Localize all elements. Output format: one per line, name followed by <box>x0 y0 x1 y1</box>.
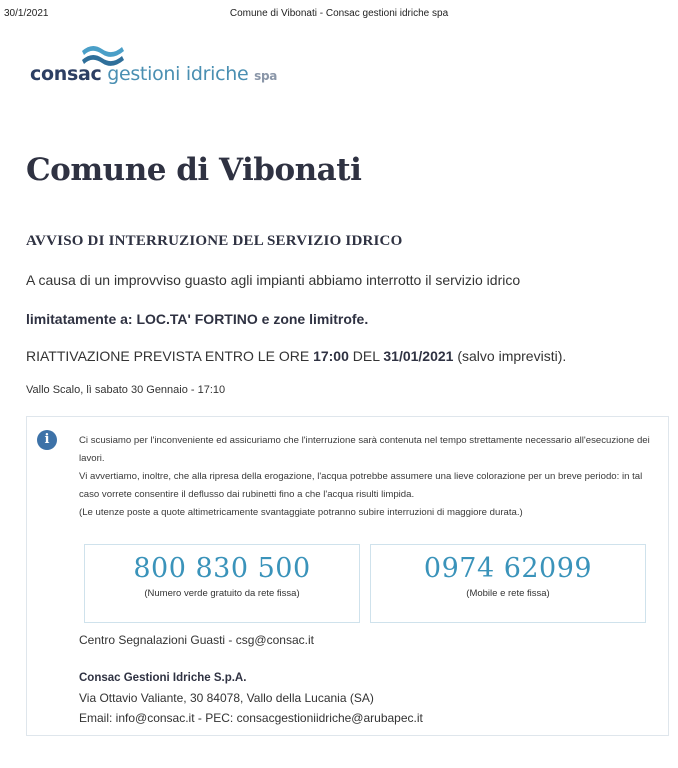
restore-line <box>26 348 566 364</box>
toll-free-phone-box <box>84 544 360 623</box>
info-box <box>26 416 669 736</box>
page-title: Comune di Vibonati <box>26 152 362 188</box>
consac-logo <box>30 40 290 95</box>
reports-line: Centro Segnalazioni Guasti - csg@consac.it <box>79 633 314 647</box>
notice-heading: AVVISO DI INTERRUZIONE DEL SERVIZIO IDRICO <box>26 233 403 249</box>
logo-tagline: gestioni idriche <box>107 63 249 85</box>
area-line: limitatamente a: LOC.TA' FORTINO e zone limitrofe. <box>26 311 369 327</box>
company-address: Via Ottavio Valiante, 30 84078, Vallo della Lucania (SA) <box>79 691 374 705</box>
print-date: 30/1/2021 <box>4 8 49 19</box>
company-name: Consac Gestioni Idriche S.p.A. <box>79 672 247 684</box>
company-contacts: Email: info@consac.it - PEC: consacgestioniidriche@arubapec.it <box>79 711 423 725</box>
logo-suffix: spa <box>254 69 278 83</box>
info-text <box>79 432 664 522</box>
mobile-number[interactable]: 0974 62099 <box>423 553 593 584</box>
print-title: Comune di Vibonati - Consac gestioni idriche spa <box>229 8 449 19</box>
toll-free-caption: (Numero verde gratuito da rete fissa) <box>144 588 300 599</box>
place-date: Vallo Scalo, lì sabato 30 Gennaio - 17:10 <box>26 384 226 396</box>
toll-free-number[interactable]: 800 830 500 <box>133 553 311 584</box>
mobile-caption: (Mobile e rete fissa) <box>466 588 550 599</box>
cause-line: A causa di un improvviso guasto agli impianti abbiamo interrotto il servizio idrico <box>26 272 521 288</box>
info-paragraph: Vi avvertiamo, inoltre, che alla ripresa della erogazione, l'acqua potrebbe assumere una lieve colorazione per un breve periodo: in tal caso vorrete consentire il deflusso dai rubinetti fino a che l'acqua risulti limpida. <box>79 471 643 500</box>
logo-brand: consac <box>30 63 102 85</box>
restore-date: 31/01/2021 <box>383 348 454 364</box>
restore-suffix: (salvo imprevisti). <box>453 348 567 364</box>
mobile-phone-box <box>370 544 646 623</box>
info-paragraph: Ci scusiamo per l'inconveniente ed assicuriamo che l'interruzione sarà contenuta nel tempo strettamente necessario all'esecuzione dei lavori. <box>79 435 650 464</box>
company-block <box>79 668 423 728</box>
info-paragraph: (Le utenze poste a quote altimetricamente svantaggiate potranno subire interruzioni di maggiore durata.) <box>79 507 523 518</box>
print-header <box>0 8 678 22</box>
restore-middle: DEL <box>348 348 384 364</box>
restore-time: 17:00 <box>313 348 349 364</box>
restore-prefix: RIATTIVAZIONE PREVISTA ENTRO LE ORE <box>26 348 314 364</box>
info-icon: i <box>37 430 57 450</box>
